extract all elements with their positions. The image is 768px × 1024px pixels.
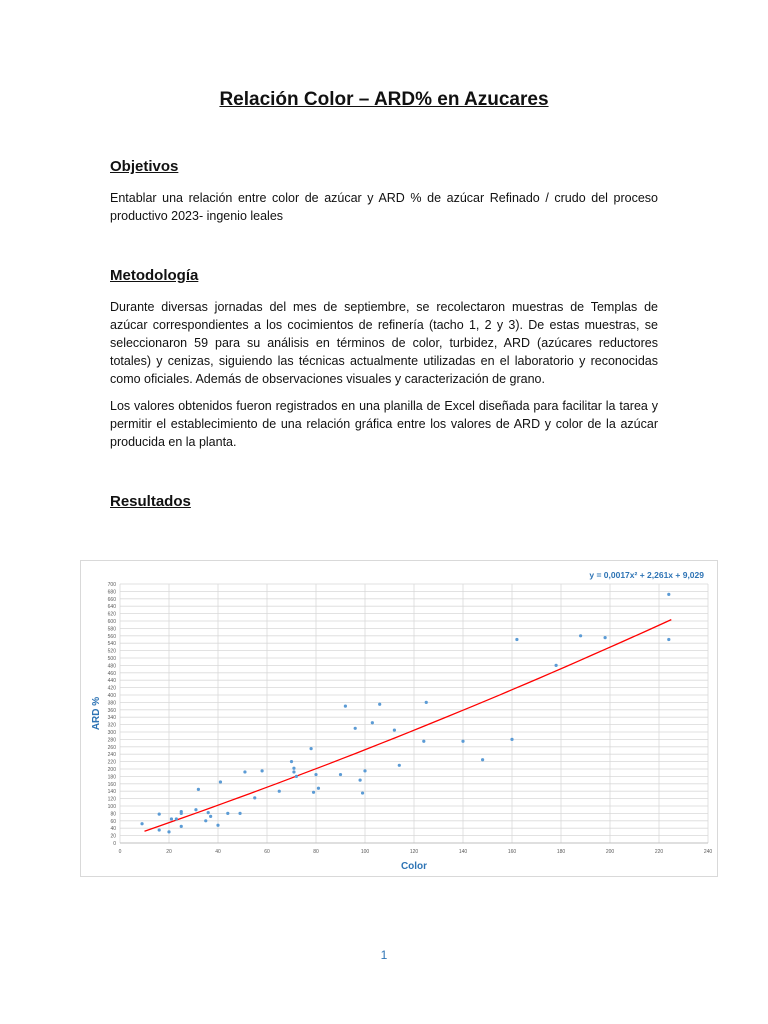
- y-tick-label: 180: [107, 774, 116, 781]
- data-point: [238, 812, 241, 815]
- y-tick-label: 80: [110, 811, 116, 818]
- data-point: [261, 769, 264, 772]
- data-point: [243, 770, 246, 773]
- y-tick-label: 380: [107, 700, 116, 707]
- data-point: [667, 593, 670, 596]
- y-tick-label: 260: [107, 744, 116, 751]
- document-title: Relación Color – ARD% en Azucares: [219, 89, 549, 110]
- data-point: [292, 767, 295, 770]
- y-tick-label: 60: [110, 818, 116, 825]
- chart-svg: [81, 561, 717, 876]
- y-tick-label: 400: [107, 693, 116, 699]
- y-tick-label: 480: [107, 663, 116, 670]
- y-tick-label: 160: [107, 781, 116, 788]
- data-point: [226, 812, 229, 815]
- data-point: [167, 830, 170, 833]
- y-tick-label: 420: [107, 685, 116, 692]
- data-point: [194, 808, 197, 811]
- y-tick-label: 600: [107, 619, 116, 625]
- data-point: [253, 796, 256, 799]
- y-tick-label: 140: [107, 789, 116, 796]
- y-tick-label: 220: [107, 759, 116, 766]
- y-tick-label: 520: [107, 648, 116, 655]
- data-point: [461, 740, 464, 743]
- y-tick-label: 120: [107, 796, 116, 803]
- y-axis-title: ARD %: [91, 696, 102, 731]
- data-point: [278, 790, 281, 793]
- y-tick-label: 640: [107, 604, 116, 611]
- y-tick-label: 440: [107, 678, 116, 685]
- data-point: [667, 638, 670, 641]
- data-point: [579, 634, 582, 637]
- data-point: [295, 775, 298, 778]
- y-tick-label: 540: [107, 641, 116, 648]
- data-point: [209, 815, 212, 818]
- data-point: [371, 721, 374, 724]
- x-tick-label: 200: [605, 849, 615, 855]
- y-tick-label: 460: [107, 670, 116, 677]
- data-point: [359, 779, 362, 782]
- data-point: [312, 791, 315, 794]
- data-point: [510, 738, 513, 741]
- data-point: [180, 825, 183, 828]
- x-tick-label: 0: [118, 849, 122, 855]
- scatter-chart: [80, 560, 718, 877]
- objetivos-heading: Objetivos: [110, 158, 179, 175]
- page-number: 1: [380, 948, 388, 962]
- x-tick-label: 60: [264, 849, 270, 855]
- y-tick-label: 500: [107, 656, 116, 662]
- data-point: [158, 813, 161, 816]
- data-point: [310, 747, 313, 750]
- data-point: [197, 788, 200, 791]
- y-tick-label: 680: [107, 589, 116, 596]
- y-tick-label: 20: [110, 833, 116, 840]
- data-point: [317, 787, 320, 790]
- x-tick-label: 20: [166, 849, 172, 855]
- y-tick-label: 360: [107, 707, 116, 714]
- trendline: [145, 620, 672, 832]
- x-tick-label: 180: [556, 849, 566, 855]
- data-point: [344, 705, 347, 708]
- data-point: [604, 636, 607, 639]
- y-tick-label: 280: [107, 737, 116, 744]
- y-tick-label: 660: [107, 596, 116, 603]
- y-tick-label: 200: [107, 767, 116, 773]
- x-tick-label: 140: [458, 849, 468, 855]
- y-tick-label: 300: [107, 730, 116, 736]
- y-tick-label: 340: [107, 715, 116, 722]
- metodologia-paragraph-1: Durante diversas jornadas del mes de septiembre, se recolectaron muestras de Templas de azúcar correspondientes a los cocimientos de refinería (tacho 1, 2 y 3). De estas muestras, se seleccionaron 59 para su análisis en términos de color, turbidez, ARD (azúcares reductores totales) y cenizas, siguiendo las técnicas actualmente utilizadas en el laboratorio y reconocidas como oficiales. Además de observaciones visuales y caracterización de grano.: [110, 300, 658, 386]
- y-tick-label: 580: [107, 626, 116, 633]
- data-point: [170, 817, 173, 820]
- data-point: [425, 701, 428, 704]
- x-tick-label: 100: [360, 849, 370, 855]
- y-tick-label: 700: [107, 582, 116, 588]
- data-point: [361, 791, 364, 794]
- data-point: [378, 703, 381, 706]
- data-point: [339, 773, 342, 776]
- data-point: [422, 740, 425, 743]
- data-point: [290, 760, 293, 763]
- data-point: [515, 638, 518, 641]
- data-point: [180, 810, 183, 813]
- y-tick-label: 320: [107, 722, 116, 729]
- y-tick-label: 40: [110, 826, 116, 833]
- data-point: [393, 729, 396, 732]
- data-point: [314, 773, 317, 776]
- data-point: [175, 817, 178, 820]
- data-point: [219, 780, 222, 783]
- metodologia-paragraph-2: Los valores obtenidos fueron registrados en una planilla de Excel diseñada para facilitar la tarea y permitir el establecimiento de una relación gráfica entre los valores de ARD y color de la azúcar producida en la planta.: [110, 399, 658, 449]
- objetivos-text: Entablar una relación entre color de azúcar y ARD % de azúcar Refinado / crudo del proceso productivo 2023- ingenio leales: [110, 191, 658, 223]
- data-point: [555, 664, 558, 667]
- data-point: [207, 811, 210, 814]
- data-point: [292, 770, 295, 773]
- y-tick-label: 0: [113, 841, 116, 847]
- metodologia-heading: Metodología: [110, 267, 199, 284]
- resultados-heading: Resultados: [110, 493, 191, 510]
- data-point: [158, 828, 161, 831]
- data-point: [140, 822, 143, 825]
- data-point: [398, 764, 401, 767]
- data-point: [216, 824, 219, 827]
- x-tick-label: 80: [313, 849, 319, 855]
- x-tick-label: 220: [654, 849, 664, 855]
- data-point: [354, 727, 357, 730]
- x-tick-label: 120: [409, 849, 419, 855]
- trendline-equation: y = 0,0017x² + 2,261x + 9,029: [589, 570, 704, 580]
- x-tick-label: 240: [703, 849, 713, 855]
- x-tick-label: 40: [215, 849, 221, 855]
- x-tick-label: 160: [507, 849, 517, 855]
- data-point: [363, 769, 366, 772]
- y-tick-label: 620: [107, 611, 116, 618]
- data-point: [481, 758, 484, 761]
- y-tick-label: 560: [107, 633, 116, 640]
- data-point: [204, 819, 207, 822]
- y-tick-label: 100: [107, 804, 116, 810]
- y-tick-label: 240: [107, 752, 116, 759]
- x-axis-title: Color: [400, 861, 428, 872]
